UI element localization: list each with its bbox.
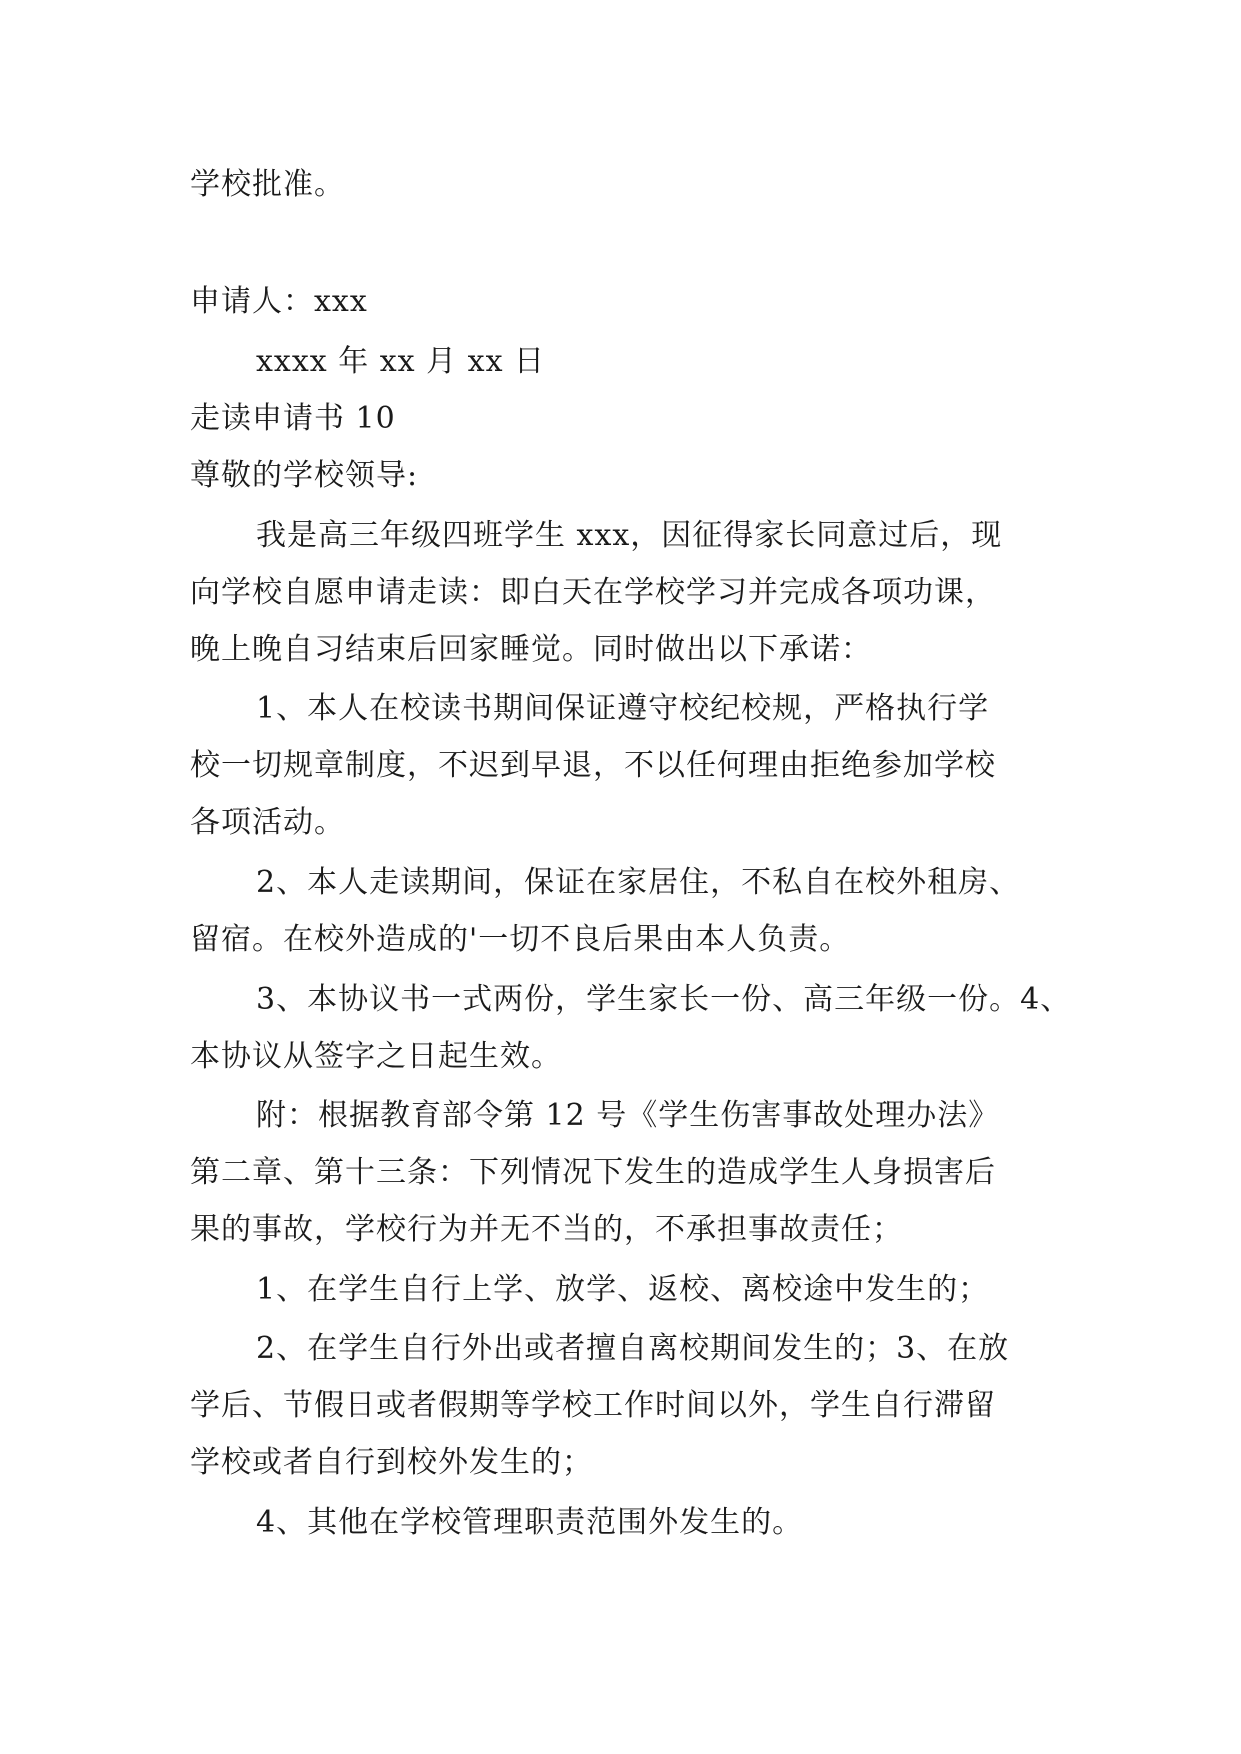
body-line: 2、在学生自行外出或者擅自离校期间发生的；3、在放 xyxy=(256,1331,1010,1366)
body-line: 2、本人走读期间，保证在家居住，不私自在校外租房、 xyxy=(256,865,1021,900)
salutation: 尊敬的学校领导: xyxy=(190,458,419,493)
body-line: 1、在学生自行上学、放学、返校、离校途中发生的； xyxy=(256,1272,990,1307)
body-line: 3、本协议书一式两份，学生家长一份、高三年级一份。4、 xyxy=(256,982,1072,1017)
body-line: 4、其他在学校管理职责范围外发生的。 xyxy=(256,1505,804,1540)
body-line: 附：根据教育部令第 12 号《学生伤害事故处理办法》 xyxy=(256,1098,1000,1133)
applicant-line: 申请人：xxx xyxy=(190,284,368,319)
body-line: 学校或者自行到校外发生的； xyxy=(190,1445,593,1480)
body-line: 校一切规章制度，不迟到早退，不以任何理由拒绝参加学校 xyxy=(190,748,996,783)
body-line: 留宿。在校外造成的'一切不良后果由本人负责。 xyxy=(190,922,851,957)
closing-line: 学校批准。 xyxy=(190,167,345,202)
body-line: 晚上晚自习结束后回家睡觉。同时做出以下承诺： xyxy=(190,632,872,667)
body-line: 向学校自愿申请走读：即白天在学校学习并完成各项功课， xyxy=(190,575,996,610)
date-line: xxxx 年 xx 月 xx 日 xyxy=(256,344,546,379)
body-line: 果的事故，学校行为并无不当的，不承担事故责任； xyxy=(190,1212,903,1247)
body-line: 各项活动。 xyxy=(190,805,345,840)
body-line: 第二章、第十三条：下列情况下发生的造成学生人身损害后 xyxy=(190,1155,996,1190)
body-line: 本协议从签字之日起生效。 xyxy=(190,1039,562,1074)
section-title: 走读申请书 10 xyxy=(190,401,396,436)
body-line: 我是高三年级四班学生 xxx，因征得家长同意过后，现 xyxy=(256,518,1003,553)
body-line: 学后、节假日或者假期等学校工作时间以外，学生自行滞留 xyxy=(190,1388,996,1423)
body-line: 1、本人在校读书期间保证遵守校纪校规，严格执行学 xyxy=(256,691,990,726)
